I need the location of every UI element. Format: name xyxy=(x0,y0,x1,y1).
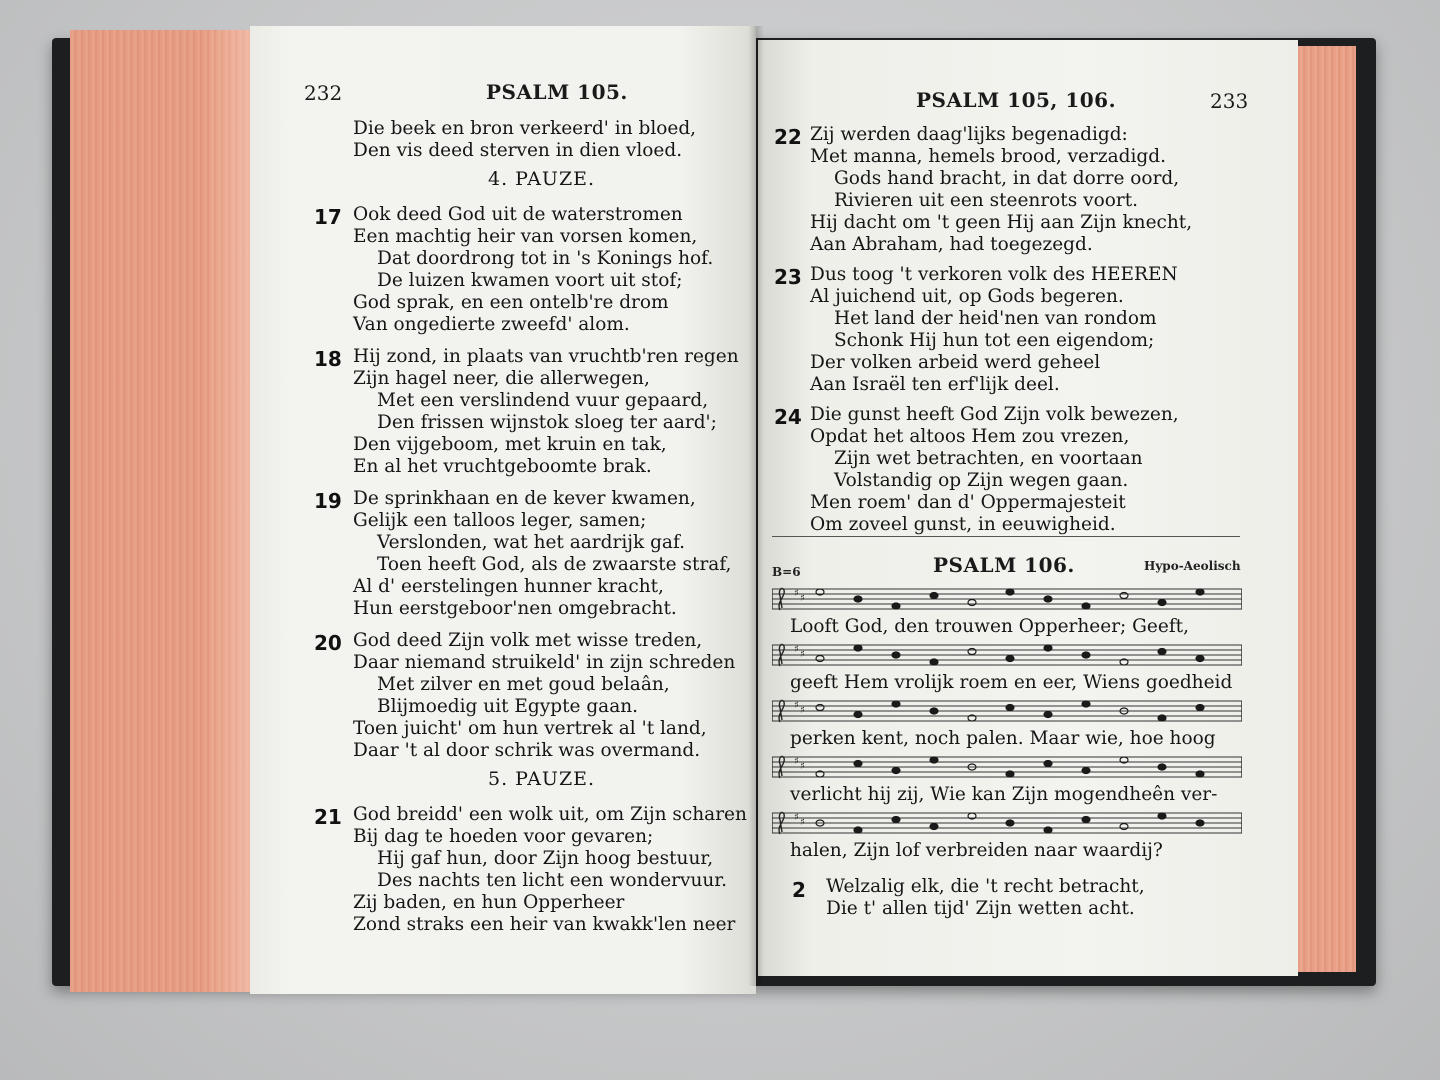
divider-rule xyxy=(772,536,1240,537)
verse-line: Opdat het altoos Hem zou vrezen, xyxy=(810,426,1130,447)
section-heading: 4. PAUZE. xyxy=(488,168,596,190)
verse-number: 2 xyxy=(792,878,806,902)
page-number: 233 xyxy=(1210,89,1249,113)
verse-line: Blijmoedig uit Egypte gaan. xyxy=(377,696,639,717)
verse-line: Aan Abraham, had toegezegd. xyxy=(810,234,1093,255)
lyric-line: Looft God, den trouwen Opperheer; Geeft, xyxy=(790,616,1189,637)
verse-line: Des nachts ten licht een wondervuur. xyxy=(377,870,727,891)
verse-line: En al het vruchtgeboomte brak. xyxy=(353,456,652,477)
verse-number: 20 xyxy=(314,631,342,655)
verse-line: Die beek en bron verkeerd' in bloed, xyxy=(353,118,697,139)
svg-text:♯: ♯ xyxy=(794,812,799,823)
verse-line: Zij baden, en hun Opperheer xyxy=(353,892,625,913)
page-header: PSALM 105. xyxy=(486,80,628,104)
right-page xyxy=(758,40,1298,976)
music-staff xyxy=(772,642,1242,668)
verse-line: God breidd' een wolk uit, om Zijn scharen xyxy=(353,804,747,825)
lyric-line: geeft Hem vrolijk roem en eer, Wiens goedheid xyxy=(790,672,1233,693)
svg-text:♯: ♯ xyxy=(794,588,799,599)
verse-number: 17 xyxy=(314,205,342,229)
page-edges-right xyxy=(1292,46,1356,972)
svg-text:♯: ♯ xyxy=(800,593,805,604)
key-label: B=6 xyxy=(772,565,801,579)
page-edges-left xyxy=(70,30,260,992)
verse-line: Hij zond, in plaats van vruchtb'ren regen xyxy=(353,346,739,367)
verse-line: Hij dacht om 't geen Hij aan Zijn knecht, xyxy=(810,212,1193,233)
verse-line: Den frissen wijnstok sloeg ter aard'; xyxy=(377,412,717,433)
verse-line: Zijn hagel neer, die allerwegen, xyxy=(353,368,650,389)
verse-number: 18 xyxy=(314,347,342,371)
section-heading: 5. PAUZE. xyxy=(488,768,596,790)
verse-line: Toen juicht' om hun vertrek al 't land, xyxy=(353,718,707,739)
verse-number: 22 xyxy=(774,125,802,149)
verse-line: De luizen kwamen voort uit stof; xyxy=(377,270,683,291)
psalm-106-title: PSALM 106. xyxy=(933,553,1075,577)
verse-line: Volstandig op Zijn wegen gaan. xyxy=(834,470,1129,491)
verse-line: Den vijgeboom, met kruin en tak, xyxy=(353,434,667,455)
mode-label: Hypo-Aeolisch xyxy=(1144,559,1241,573)
svg-text:♯: ♯ xyxy=(800,817,805,828)
verse-line: Het land der heid'nen van rondom xyxy=(834,308,1157,329)
verse-line: Den vis deed sterven in dien vloed. xyxy=(353,140,683,161)
svg-text:♯: ♯ xyxy=(800,649,805,660)
verse-line: God deed Zijn volk met wisse treden, xyxy=(353,630,703,651)
page-number: 232 xyxy=(304,81,343,105)
verse-line: Hun eerstgeboor'nen omgebracht. xyxy=(353,598,677,619)
verse-line: Welzalig elk, die 't recht betracht, xyxy=(826,876,1145,897)
verse-line: Hij gaf hun, door Zijn hoog bestuur, xyxy=(377,848,714,869)
verse-line: Daar niemand struikeld' in zijn schreden xyxy=(353,652,736,673)
verse-line: Een machtig heir van vorsen komen, xyxy=(353,226,698,247)
verse-line: Met een verslindend vuur gepaard, xyxy=(377,390,709,411)
verse-line: Verslonden, wat het aardrijk gaf. xyxy=(377,532,686,553)
verse-line: Bij dag te hoeden voor gevaren; xyxy=(353,826,654,847)
verse-line: Gods hand bracht, in dat dorre oord, xyxy=(834,168,1180,189)
music-staff xyxy=(772,754,1242,780)
verse-line: Men roem' dan d' Oppermajesteit xyxy=(810,492,1126,513)
verse-line: Van ongedierte zweefd' alom. xyxy=(353,314,630,335)
music-staff xyxy=(772,810,1242,836)
verse-line: Al juichend uit, op Gods begeren. xyxy=(810,286,1124,307)
svg-text:♯: ♯ xyxy=(794,644,799,655)
page-header: PSALM 105, 106. xyxy=(916,88,1117,112)
verse-number: 24 xyxy=(774,405,802,429)
verse-line: Dat doordrong tot in 's Konings hof. xyxy=(377,248,714,269)
lyric-line: perken kent, noch palen. Maar wie, hoe hoog xyxy=(790,728,1216,749)
svg-text:♯: ♯ xyxy=(794,756,799,767)
verse-line: Aan Israël ten erf'lijk deel. xyxy=(810,374,1060,395)
book-gutter xyxy=(748,26,764,986)
verse-line: Die t' allen tijd' Zijn wetten acht. xyxy=(826,898,1135,919)
verse-line: De sprinkhaan en de kever kwamen, xyxy=(353,488,696,509)
svg-text:♯: ♯ xyxy=(800,705,805,716)
verse-number: 19 xyxy=(314,489,342,513)
verse-line: Schonk Hij hun tot een eigendom; xyxy=(834,330,1155,351)
verse-line: Met manna, hemels brood, verzadigd. xyxy=(810,146,1166,167)
verse-line: Gelijk een talloos leger, samen; xyxy=(353,510,647,531)
verse-line: Met zilver en met goud belaân, xyxy=(377,674,670,695)
verse-line: Om zoveel gunst, in eeuwigheid. xyxy=(810,514,1116,535)
svg-text:♯: ♯ xyxy=(800,761,805,772)
verse-line: Ook deed God uit de waterstromen xyxy=(353,204,683,225)
verse-line: Die gunst heeft God Zijn volk bewezen, xyxy=(810,404,1179,425)
left-page xyxy=(250,26,756,994)
verse-number: 21 xyxy=(314,805,342,829)
verse-line: Zond straks een heir van kwakk'len neer xyxy=(353,914,736,935)
verse-number: 23 xyxy=(774,265,802,289)
verse-line: Zij werden daag'lijks begenadigd: xyxy=(810,124,1128,145)
lyric-line: verlicht hij zij, Wie kan Zijn mogendheên ver- xyxy=(790,784,1218,805)
svg-text:♯: ♯ xyxy=(794,700,799,711)
verse-line: Al d' eerstelingen hunner kracht, xyxy=(353,576,664,597)
verse-line: Der volken arbeid werd geheel xyxy=(810,352,1101,373)
music-staff xyxy=(772,698,1242,724)
lyric-line: halen, Zijn lof verbreiden naar waardij? xyxy=(790,840,1163,861)
verse-line: Rivieren uit een steenrots voort. xyxy=(834,190,1139,211)
verse-line: God sprak, en een ontelb're drom xyxy=(353,292,669,313)
verse-line: Toen heeft God, als de zwaarste straf, xyxy=(377,554,732,575)
verse-line: Daar 't al door schrik was overmand. xyxy=(353,740,701,761)
music-staff xyxy=(772,586,1242,612)
verse-line: Zijn wet betrachten, en voortaan xyxy=(834,448,1143,469)
verse-line: Dus toog 't verkoren volk des HEEREN xyxy=(810,264,1178,285)
